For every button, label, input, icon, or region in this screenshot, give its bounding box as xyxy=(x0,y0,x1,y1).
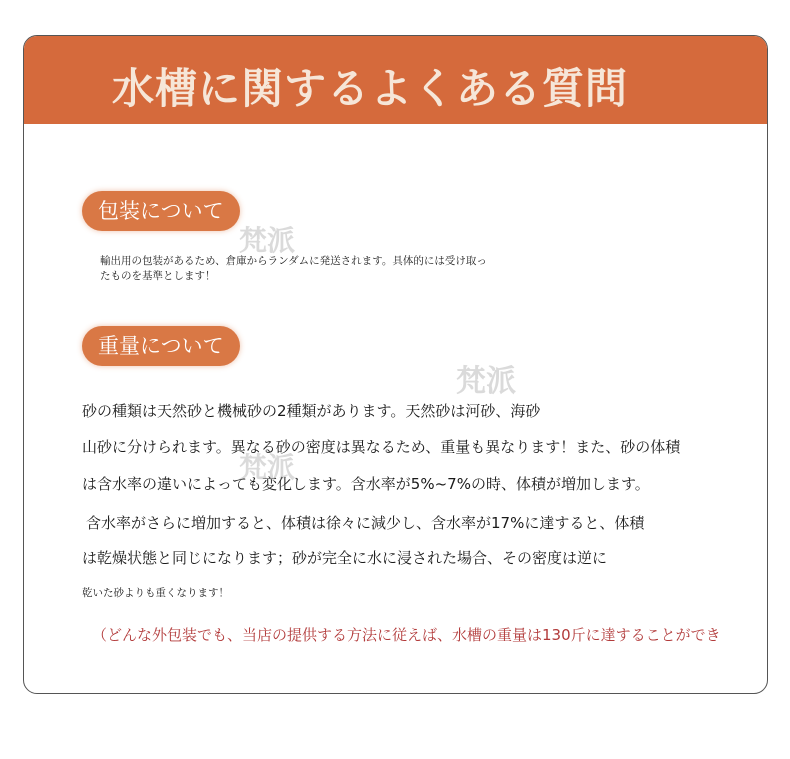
page-title: 水槽に関するよくある質問 xyxy=(112,64,629,113)
weight-text-line: 含水率がさらに増加すると、体積は徐々に減少し、含水率が17%に達すると、体積 xyxy=(86,514,645,532)
weight-text-line: 乾いた砂よりも重くなります！ xyxy=(82,587,229,599)
weight-text-line: は乾燥状態と同じになります；砂が完全に水に浸された場合、その密度は逆に xyxy=(82,549,608,567)
weight-text-line: 山砂に分けられます。異なる砂の密度は異なるため、重量も異なります！また、砂の体積 xyxy=(82,438,681,456)
weight-text-line: 砂の種類は天然砂と機械砂の2種類があります。天然砂は河砂、海砂 xyxy=(82,402,541,420)
header-banner xyxy=(24,36,767,124)
section-heading-weight: 重量について xyxy=(82,326,240,366)
section-heading-packaging: 包装について xyxy=(82,191,240,231)
weight-note: （どんな外包装でも、当店の提供する方法に従えば、水槽の重量は130斤に達することができ xyxy=(92,626,721,644)
faq-card xyxy=(23,35,768,694)
packaging-text-line: たものを基準とします！ xyxy=(100,270,216,282)
weight-text-line: は含水率の違いによっても変化します。含水率が5%~7%の時、体積が増加します。 xyxy=(82,475,650,493)
watermark: 梵派 xyxy=(239,451,296,484)
watermark: 梵派 xyxy=(239,224,296,257)
packaging-text-line: 輸出用の包装があるため、倉庫からランダムに発送されます。具体的には受け取っ xyxy=(100,255,487,267)
watermark: 梵派 xyxy=(456,364,516,399)
